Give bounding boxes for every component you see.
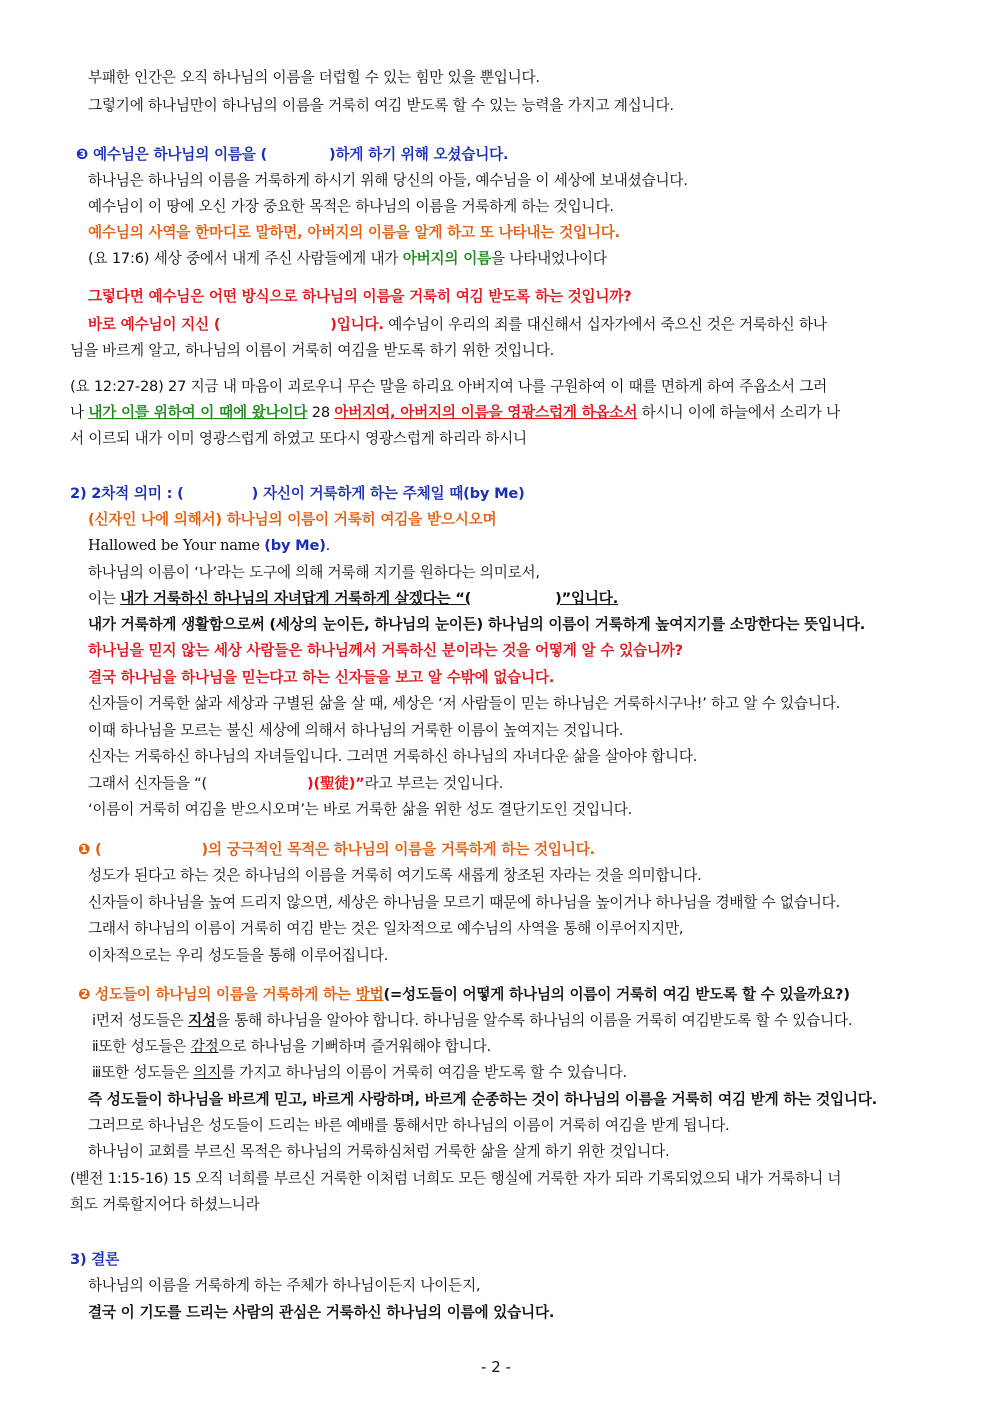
text-line (92, 1011, 852, 1031)
heading-text: 2) 2차적 의미 : ( (70, 485, 184, 502)
scripture-line: 희도 거룩할지어다 하셨느니라 (70, 1196, 260, 1213)
text-line (92, 1037, 491, 1057)
text-line: 성도가 된다고 하는 것은 하나님의 이름을 거룩히 여기도록 새롭게 창조된 자라는 것을 의미합니다. (88, 867, 702, 884)
scripture-line (70, 403, 840, 423)
scripture-line: 서 이르되 내가 이미 영광스럽게 하였고 또다시 영광스럽게 하리라 하시니 (70, 430, 527, 447)
bold-line: 내가 거룩하게 생활함으로써 (세상의 눈이든, 하나님의 눈이든) 하나님의 이름이 거룩하게 높여지기를 소망한다는 뜻입니다. (88, 616, 866, 633)
highlight-span: 내가 이를 위하여 이 때에 왔나이다 (88, 404, 308, 421)
emphasis-line: (신자인 나에 의해서) 하나님의 이름이 거룩히 여김을 받으시오며 (88, 511, 497, 528)
scripture-line (88, 249, 607, 269)
text-span: 바로 예수님이 지신 ( (88, 316, 221, 333)
text-span: 을 통해 하나님을 알아야 합니다. 하나님을 알수록 하나님의 이름을 거룩히 여김받도록 할 수 있습니다. (215, 1012, 853, 1029)
highlight-span: )(聖徒)” (307, 775, 365, 792)
emphasis-line: 예수님의 사역을 한마디로 말하면, 아버지의 이름을 알게 하고 또 나타내는 것입니다. (88, 224, 621, 241)
text-line: 부패한 인간은 오직 하나님의 이름을 더럽힐 수 있는 힘만 있을 뿐입니다. (88, 69, 540, 86)
emphasis-line: 결국 하나님을 하나님을 믿는다고 하는 신자들을 보고 알 수밖에 없습니다. (88, 669, 555, 686)
text-line: 님을 바르게 알고, 하나님의 이름이 거룩히 여김을 받도록 하기 위한 것입니다. (70, 342, 555, 359)
text-span: ⅱ또한 성도들은 (92, 1038, 191, 1055)
text-span: Hallowed be Your name (88, 537, 265, 554)
text-line: 신자들이 거룩한 삶과 세상과 구별된 삶을 살 때, 세상은 ‘저 사람들이 믿는 하나님은 거룩하시구나!’ 하고 알 수 있습니다. (88, 695, 841, 712)
heading-text: ) 자신이 거룩하게 하는 주체일 때(by Me) (251, 485, 525, 502)
highlight-span: 의지 (193, 1064, 222, 1081)
highlight-span: 감정 (190, 1038, 219, 1055)
text-line (88, 536, 330, 556)
text-span: 를 가지고 하나님의 이름이 거룩히 여김을 받도록 할 수 있습니다. (221, 1064, 627, 1081)
text-line (88, 315, 827, 335)
text-span: 나 (70, 404, 89, 421)
highlight-span: )”입니다. (555, 590, 619, 607)
text-line: 예수님이 이 땅에 오신 가장 중요한 목적은 하나님의 이름을 거룩하게 하는 것입니다. (88, 198, 614, 215)
text-span: ⅲ또한 성도들은 (92, 1064, 194, 1081)
text-line: ‘이름이 거룩히 여김을 받으시오며’는 바로 거룩한 삶을 위한 성도 결단기도인 것입니다. (88, 801, 633, 818)
scripture-line: (요 12:27-28) 27 지금 내 마음이 괴로우니 무슨 말을 하리요 아버지여 나를 구원하여 이 때를 면하게 하여 주옵소서 그러 (70, 378, 828, 395)
text-line: 하나님의 이름이 ‘나’라는 도구에 의해 거룩해 지기를 원하다는 의미로서, (88, 564, 540, 581)
point-heading-1 (78, 840, 595, 860)
text-span: 하시니 이에 하늘에서 소리가 나 (637, 404, 841, 421)
text-line: 신자는 거룩하신 하나님의 자녀들입니다. 그러면 거룩하신 하나님의 자녀다운 삶을 살아야 합니다. (88, 748, 698, 765)
highlight-span: 지성 (188, 1012, 216, 1029)
highlight-span: 아버지여, 아버지의 이름을 영광스럽게 하옵소서 (334, 404, 638, 421)
text-span: 예수님이 우리의 죄를 대신해서 십자가에서 죽으신 것은 거룩하신 하나 (383, 316, 827, 333)
text-line (92, 1063, 627, 1083)
text-span: (요 17:6) 세상 중에서 내게 주신 사람들에게 내가 (88, 250, 403, 267)
text-line: 하나님의 이름을 거룩하게 하는 주체가 하나님이든지 나이든지, (88, 1277, 481, 1294)
highlight-span: 내가 거룩하신 하나님의 자녀답게 거룩하게 살겠다는 “( (120, 590, 472, 607)
question-line: 그렇다면 예수님은 어떤 방식으로 하나님의 이름을 거룩히 여김 받도록 하는 것입니까? (88, 288, 632, 305)
text-line: 그러므로 하나님은 성도들이 드리는 바른 예배를 통해서만 하나님의 이름이 거룩히 여김을 받게 됩니다. (88, 1117, 730, 1134)
text-span: 을 나타내었나이다 (491, 250, 607, 267)
text-line: 이때 하나님을 모르는 불신 세상에 의해서 하나님의 거룩한 이름이 높여지는 것입니다. (88, 722, 624, 739)
text-line (88, 589, 618, 609)
text-line: 이차적으로는 우리 성도들을 통해 이루어집니다. (88, 947, 389, 964)
heading-text: (=성도들이 어떻게 하나님의 이름이 거룩히 여김 받도록 할 수 있을까요?) (383, 986, 850, 1003)
highlight-span: (by Me) (264, 537, 326, 554)
text-span: ⅰ먼저 성도들은 (92, 1012, 189, 1029)
text-span: . (325, 537, 331, 554)
heading-text: ❶ ( (78, 841, 102, 858)
text-span: 라고 부르는 것입니다. (364, 775, 504, 792)
scripture-line: (벧전 1:15-16) 15 오직 너희를 부르신 거룩한 이처럼 너희도 모든 행실에 거룩한 자가 되라 기록되었으되 내가 거룩하니 너 (70, 1170, 842, 1187)
bold-line: 결국 이 기도를 드리는 사람의 관심은 거룩하신 하나님의 이름에 있습니다. (88, 1304, 555, 1321)
section-heading-2 (70, 484, 525, 504)
bold-line: 즉 성도들이 하나님을 바르게 믿고, 바르게 사랑하며, 바르게 순종하는 것이 하나님의 이름을 거룩히 여김 받게 하는 것입니다. (88, 1091, 878, 1108)
text-line: 그렇기에 하나님만이 하나님의 이름을 거룩히 여김 받도록 할 수 있는 능력을 가지고 계십니다. (88, 97, 674, 114)
text-span: 28 (307, 404, 335, 421)
text-line: 신자들이 하나님을 높여 드리지 않으면, 세상은 하나님을 모르기 때문에 하나님을 높이거나 하나님을 경배할 수 없습니다. (88, 894, 841, 911)
page-number: - 2 - (481, 1358, 511, 1376)
highlight-span: 아버지의 이름 (402, 250, 492, 267)
text-span: 으로 하나님을 기뻐하며 즐거워해야 합니다. (218, 1038, 491, 1055)
point-heading-3 (76, 145, 508, 165)
heading-text: ❸ 예수님은 하나님의 이름을 ( (76, 146, 268, 163)
section-heading-3: 3) 결론 (70, 1251, 120, 1268)
text-span: 그래서 신자들을 “( (88, 775, 208, 792)
fill-in-blank (471, 589, 555, 609)
text-span: 이는 (88, 590, 121, 607)
text-line: 하나님이 교회를 부르신 목적은 하나님의 거룩하심처럼 거룩한 삶을 살게 하기 위한 것입니다. (88, 1143, 670, 1160)
text-line (88, 774, 503, 794)
text-line: 하나님은 하나님의 이름을 거룩하게 하시기 위해 당신의 아들, 예수님을 이 세상에 보내셨습니다. (88, 172, 688, 189)
text-line: 그래서 하나님의 이름이 거룩히 여김 받는 것은 일차적으로 예수님의 사역을 통해 이루어지지만, (88, 920, 684, 937)
heading-text: )하게 하기 위해 오셨습니다. (329, 146, 509, 163)
heading-text: ❷ 성도들이 하나님의 이름을 거룩하게 하는 (78, 986, 356, 1003)
text-span: )입니다. (330, 316, 384, 333)
heading-text: )의 궁극적인 목적은 하나님의 이름을 거룩하게 하는 것입니다. (201, 841, 595, 858)
question-line: 하나님을 믿지 않는 세상 사람들은 하나님께서 거룩하신 분이라는 것을 어떻게 알 수 있습니까? (88, 642, 683, 659)
point-heading-2 (78, 985, 850, 1005)
heading-text: 방법 (355, 986, 384, 1003)
